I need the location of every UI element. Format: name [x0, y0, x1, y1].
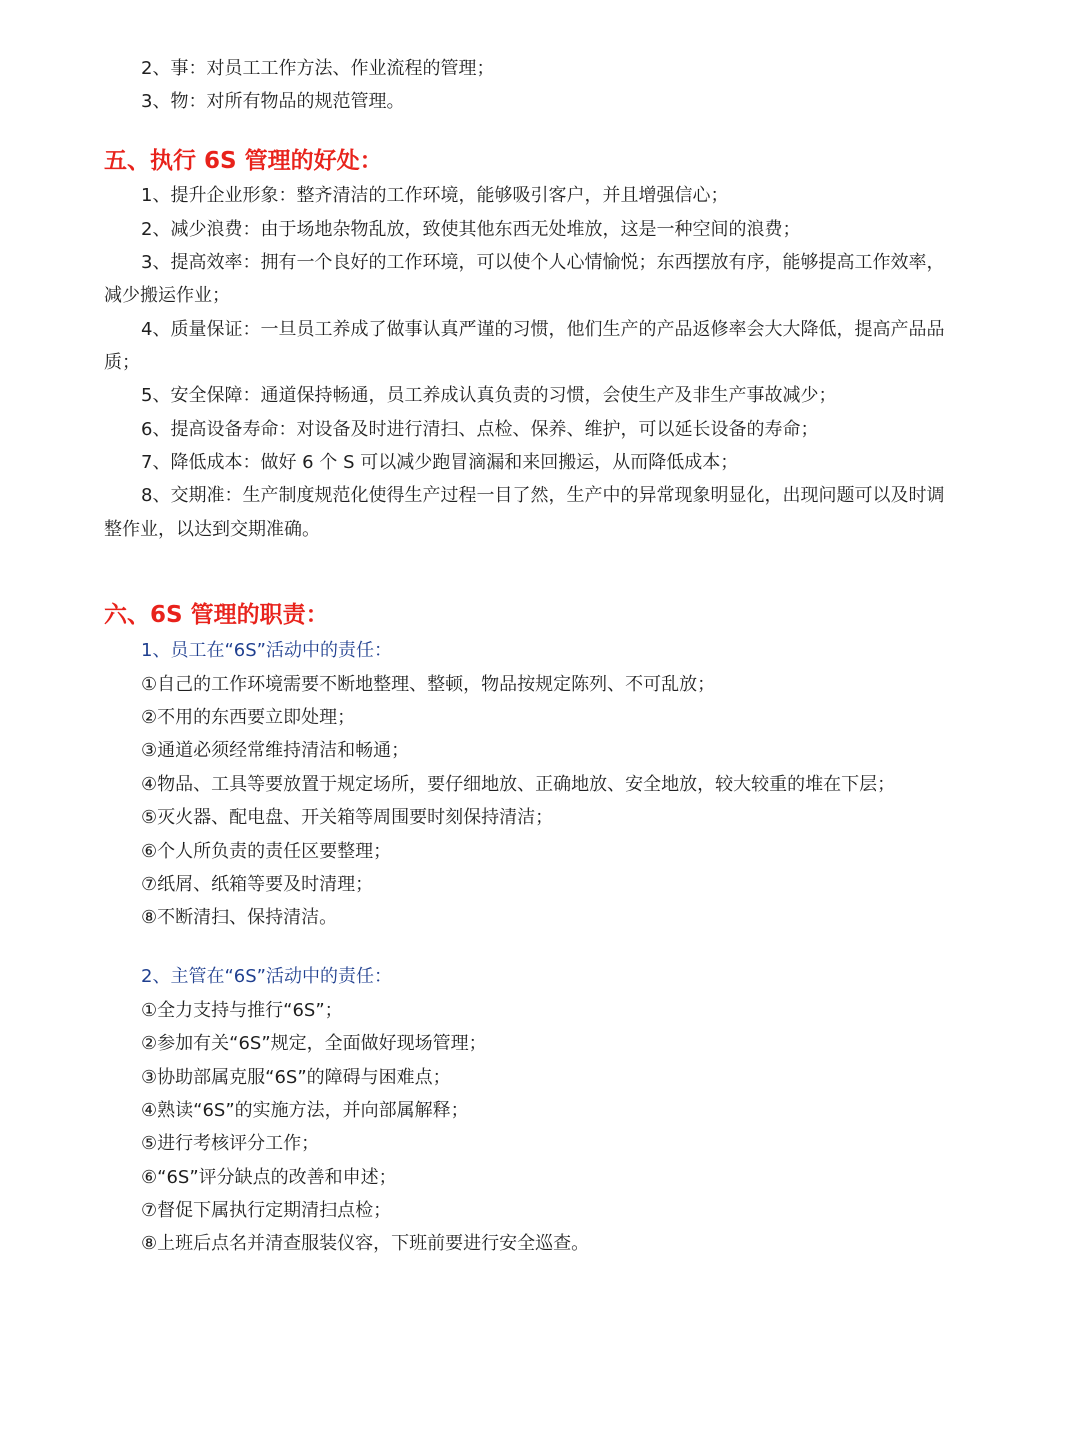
list-item: ⑦纸屑、纸箱等要及时清理；: [141, 874, 374, 895]
list-item: 5、安全保障：通道保持畅通，员工养成认真负责的习惯，会使生产及非生产事故减少；: [141, 385, 837, 406]
list-item: 2、事：对员工工作方法、作业流程的管理；: [141, 58, 495, 79]
list-item: 6、提高设备寿命：对设备及时进行清扫、点检、保养、维护，可以延长设备的寿命；: [141, 419, 819, 440]
list-item: ①自己的工作环境需要不断地整理、整顿，物品按规定陈列、不可乱放；: [141, 674, 716, 695]
subheading-supervisor-duties: 2、主管在“6S”活动中的责任：: [141, 966, 392, 987]
list-item: ⑥个人所负责的责任区要整理；: [141, 841, 392, 862]
list-item: ⑦督促下属执行定期清扫点检；: [141, 1200, 392, 1221]
list-item: ⑧不断清扫、保持清洁。: [141, 907, 338, 928]
section-heading-duties: 六、6S 管理的职责：: [104, 602, 329, 628]
list-item: ③通道必须经常维持清洁和畅通；: [141, 740, 410, 761]
list-item-continuation: 整作业，以达到交期准确。: [104, 519, 320, 540]
list-item: 3、物：对所有物品的规范管理。: [141, 91, 405, 112]
list-item: ①全力支持与推行“6S”；: [141, 1000, 343, 1021]
list-item: ②参加有关“6S”规定，全面做好现场管理；: [141, 1033, 487, 1054]
list-item: ⑥“6S”评分缺点的改善和申述；: [141, 1167, 397, 1188]
list-item: 7、降低成本：做好 6 个 S 可以减少跑冒滴漏和来回搬运，从而降低成本；: [141, 452, 739, 473]
list-item-continuation: 质；: [104, 352, 140, 373]
list-item: ⑤进行考核评分工作；: [141, 1133, 320, 1154]
list-item: ②不用的东西要立即处理；: [141, 707, 356, 728]
list-item: ④熟读“6S”的实施方法，并向部属解释；: [141, 1100, 469, 1121]
list-item: ⑤灭火器、配电盘、开关箱等周围要时刻保持清洁；: [141, 807, 554, 828]
list-item-continuation: 减少搬运作业；: [104, 285, 230, 306]
list-item: 1、提升企业形象：整齐清洁的工作环境，能够吸引客户，并且增强信心；: [141, 185, 729, 206]
list-item: ③协助部属克服“6S”的障碍与困难点；: [141, 1067, 451, 1088]
list-item: 3、提高效率：拥有一个良好的工作环境，可以使个人心情愉悦；东西摆放有序，能够提高工作效率，: [141, 252, 945, 273]
list-item: ④物品、工具等要放置于规定场所，要仔细地放、正确地放、安全地放，较大较重的堆在下层；: [141, 774, 896, 795]
section-heading-benefits: 五、执行 6S 管理的好处：: [104, 148, 383, 174]
subheading-staff-duties: 1、员工在“6S”活动中的责任：: [141, 640, 392, 661]
list-item: 8、交期准：生产制度规范化使得生产过程一目了然，生产中的异常现象明显化，出现问题可以及时调: [141, 485, 945, 506]
list-item: ⑧上班后点名并清查服装仪容，下班前要进行安全巡查。: [141, 1233, 590, 1254]
list-item: 4、质量保证：一旦员工养成了做事认真严谨的习惯，他们生产的产品返修率会大大降低，提高产品品: [141, 319, 945, 340]
list-item: 2、减少浪费：由于场地杂物乱放，致使其他东西无处堆放，这是一种空间的浪费；: [141, 219, 801, 240]
